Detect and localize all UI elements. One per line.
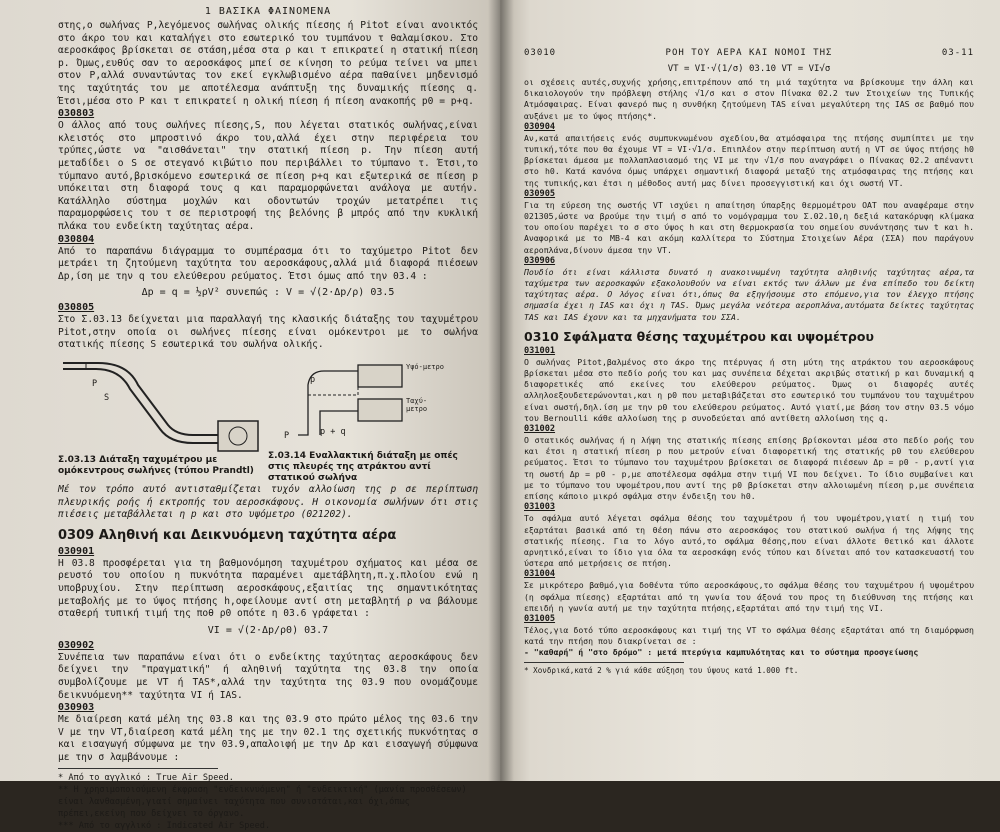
paragraph: Πουδίο ότι είναι κάλλιστα δυνατό η ανακοινωμένη ταχύτητα αληθινής ταχύτητας αέρα,τα ταχύμετρα των αεροσκαφών εξακολουθούν να είναι εκτός των άλλων με ένα επίπεδο του δείκτη ταχύτητας αέρα. Ο λόγος είναι ότι,όπως θα εξηγήσουμε στο επόμενο,για τον έλεγχο πτήσης σημασία έχει η IAS και όχι η TAS. Όμως μεγάλα νεότερα αεροπλάνα,αυτόματα δείκτες ταχύτητας TAS και IAS έχουν και τα μηχανήματα του ΣΣΑ. [524, 266, 974, 322]
paragraph: Αν,κατά απαιτήσεις ενός συμπυκνωμένου σχεδίου,θα ατμόσφαιρα της πτήσης συμπίπτει με την τυπική,τότε που θα έχουμε VT = VI·√1/σ. Επιπλέον στην περίπτωση αυτή η VT σε ύψος πτήσης h0 βρίσκεται άμεσα με πολλαπλασιασμό της VI με την √1/σ που αναγράφει ο Πίνακας 02.2 απέναντι στο h0. Κατά κανόνα όμως υπάρχει σημαντική διαφορά μεταξύ της ατμόσφαιρας της πτήσης και της τυπικής,και έτσι η μέθοδος αυτή μας δίνει προσεγγιστική και όχι σωστή VT. [524, 132, 974, 188]
list-item: - "καθαρή" ή "στο δρόμο" : μετά πτερύγια καμπυλότητας και το σύστημα προσγείωσης [524, 647, 919, 658]
footnote-rule [524, 662, 684, 663]
right-page-content [524, 48, 974, 676]
paragraph-code: 030805 [58, 302, 95, 314]
section-heading: 0310 Σφάλματα θέσης ταχυμέτρου και υψομέτρου [524, 328, 874, 344]
paragraph-code: 031002 [524, 424, 556, 435]
label-airspeed-indicator: Ταχύ-μετρο [406, 397, 428, 414]
label-p-plus-q: p + q [320, 427, 346, 438]
right-page [500, 0, 1000, 781]
paragraph: Για τη εύρεση της σωστής VT ισχύει η απαίτηση ύπαρξης θερμομέτρου OAT που αναφέραμε στην 021305,ώστε να βρούμε την τιμή σ από το νομόγραμμα του Σ.02.10,η δεξιά κατακόρυφη κλίμακα του οποίου παρέχει το σ στο ύψος h και στη θερμοκρασία του σημείου συνάντησης των t και h. Αναφορικά με το MB-4 και ακόμη καλλίτερα το Σύστημα Στοιχείων Αέρα (ΣΣΑ) που παράγουν αεροπλάνα,δίνουν άμεσα την VT. [524, 199, 974, 255]
paragraph: Στο Σ.03.13 δείχνεται μια παραλλαγή της κλασικής διάταξης του ταχυμέτρου Pitot,στην οποία οι σωλήνες πίεσης είναι ομόκεντροι με το σωλήνα στατικής πίεσης S εσωτερικά του σωλήνα ολικής. [58, 314, 478, 351]
left-page [0, 0, 500, 831]
paragraph-code: 030901 [58, 545, 95, 557]
equation: VT = VI·√(1/σ) 03.10 VT = VI√σ [667, 64, 831, 74]
label-p-upper: P [284, 431, 290, 442]
paragraph: Ο στατικός σωλήνας ή η λήψη της στατικής πίεσης επίσης βρίσκονται μέσα στο πεδίο ροής του και έτσι η στατική πίεση p που μετρούν είναι διαφορετική της στατικής p0 του ελεύθερου ρεύματος. Έτσι το τύμπανο του ταχυμέτρου βρίσκεται σε διαφορά πιέσεων Δp = p0 - p,αντί για τη σωστή Δp = p0 - p,με αποτέλεσμα σφάλμα στην τιμή VI που δείχνει. Το ίδιο συμβαίνει και με το τύμπανο του υψομέτρου,που αντί της p0 βρίσκεται στην αλλοιωμένη πίεση p,με συνέπεια επίσης κάποιο μικρό σφάλμα στην ένδειξη του h0. [524, 435, 974, 502]
paragraph: Ο άλλος από τους σωλήνες πίεσης,S, που λέγεται στατικός σωλήνας,είναι κλειστός στο μπροστινό άκρο του,αλλά έχει στην περιφέρεια του τρύπες,ώστε να "αισθάνεται" την στατική πίεση p. Την πίεση αυτή μεταδίδει ο S σε στεγανό κιβώτιο που περιβάλλει το τύμπανο τ. Έτσι,το τύμπανο αυτό,βρισκόμενο εσωτερικά σε πίεση p+q και εξωτερικά σε πίεση p υπόκειται στη διαφορά τους q και παραμορφώνεται ανάλογα με αυτήν. Κατάλληλο σύστημα μοχλών και οδοντωτών τροχών μετατρέπει τις παραμορφώσεις του τ σε περιστροφή της βελόνης β μπρός από την κυκλική πλάκα του ενδείκτη ταχύτητας αέρα. [58, 120, 478, 232]
figure-caption: Σ.03.14 Εναλλακτική διάταξη με οπές στις πλευρές της ατράκτου αντί στατικού σωλήνα [268, 451, 458, 484]
label-altimeter: Υψό-μετρο [406, 363, 444, 372]
paragraph: στης,ο σωλήνας P,λεγόμενος σωλήνας ολικής πίεσης ή Pitot είναι ανοικτός στο άκρο του και καταλήγει στο εσωτερικό του τυμπάνου τ θαλαμίσκου. Στο αεροσκάφος βρίσκεται σε στάση,μέσα στα ρ και τ επικρατεί η στατική πίεση p. Όμως,ευθύς σαν το αεροσκάφος μπεί σε κίνηση το ρεύμα τείνει να μπει στον P,αλλά συναντώντας τον εκεί εγκλωβισμένο αέρα παθαίνει μηδενισμό της ταχύτητάς του με αποτέλεσμα ανάπτυξη της δυναμικής πίεσης q. Έτσι,μέσα στο P και τ επικρατεί η ολική πίεση ή πίεση ανακοπής p0 = p+q. [58, 20, 478, 107]
running-header-left: 1 ΒΑΣΙΚΑ ΦΑΙΝΟΜΕΝΑ [204, 6, 332, 17]
paragraph: Τέλος,για δοτό τύπο αεροσκάφους και τιμή της VT το σφάλμα θέσης εξαρτάται από τη διαμόρφωση κατά την πτήση που διακρίνεται σε : [524, 624, 974, 647]
paragraph-code: 031005 [524, 613, 556, 624]
paragraph-code: 030906 [524, 255, 556, 266]
label-p-lower: p [310, 375, 316, 386]
footnote: ** Η χρησιμοποιούμενη έκφραση "ενδεικνυόμενη" ή "ενδεικτική" (μανία προσθέσεων) είναι λανθασμένη,γιατί σημαίνει ταχύτητα που συνιστάται,και όχι,όπως πρέπει,εκείνη που δείχνει το όργανο. [58, 784, 467, 819]
pitot-diagram [58, 355, 478, 484]
paragraph-code: 031004 [524, 569, 556, 580]
paragraph: Με διαίρεση κατά μέλη της 03.8 και της 03.9 στο πρώτο μέλος της 03.6 την V με την VT,διαίρεση κατά μέλη της με την 02.1 της σχετικής πυκνότητας σ και εισαγωγή σύμφωνα με την 03.9,απαλοιφή με την Δp και εισαγωγή σύμφωνα με την σ λαμβάνουμε : [58, 714, 478, 763]
footnote-rule [58, 768, 218, 769]
section-heading: 0309 Αληθινή και Δεικνυόμενη ταχύτητα αέρα [58, 527, 397, 543]
footnote: * Χονδρικά,κατά 2 % γιά κάθε αύξηση του ύψους κατά 1.000 ft. [524, 665, 799, 675]
header-title: ΡΟΗ ΤΟΥ ΑΕΡΑ ΚΑΙ ΝΟΜΟΙ ΤΗΣ [665, 48, 833, 58]
paragraph-code: 030902 [58, 639, 95, 651]
left-page-content [58, 6, 478, 832]
paragraph: Το σφάλμα αυτό λέγεται σφάλμα θέσης του ταχυμέτρου ή του υψομέτρου,γιατί η τιμή του εξαρτάται βασικά από τη θέση πάνω στο αεροσκάφος του στατικού σωλήνα ή της λήψης της στατικής πίεσης. Για το λόγο αυτό,το σφάλμα θέσης,που είναι άλλοτε θετικό και άλλοτε αρνητικό,είναι το ίδιο για όλα τα αεροσκάφη ενός τύπου και δίνεται από τον κατασκευαστή του ύστερα από μετρήσεις σε πτήση. [524, 513, 974, 569]
equation: VI = √(2·Δp/ρ0) 03.7 [207, 624, 329, 636]
footnote: *** Από το αγγλικό : Indicated Air Speed. [58, 820, 271, 831]
paragraph-code: 030905 [524, 188, 556, 199]
paragraph-code: 030804 [58, 233, 95, 245]
label-p: P [92, 379, 98, 390]
paragraph: οι σχέσεις αυτές,συχνής χρήσης,επιτρέπουν από τη μιά ταχύτητα να βρίσκουμε την άλλη και δικαιολογούν την πρόβλεψη στήλης √1/σ και σ στον Πίνακα 02.2 των Στοιχείων της Τυπικής Ατμόσφαιρας. Είναι φανερό πως η συνθήκη ζητούμενη TAS είναι μεγαλύτερη της IAS σε βαθμό που αυξάνει με το ύψος πτήσης*. [524, 77, 974, 121]
header-code: 03010 [524, 48, 557, 58]
paragraph: Μέ τον τρόπο αυτό αντισταθμίζεται τυχόν αλλοίωση της p σε περίπτωση πλευρικής ροής ή εκτροπής του αεροσκάφους. Η οικονομία σωλήνων ότι στις πιέσεις μεταβάλλεται η p και στο υψόμετρο (021202). [58, 484, 478, 521]
paragraph-code: 031001 [524, 345, 556, 356]
paragraph-code: 030803 [58, 108, 95, 120]
paragraph-code: 031003 [524, 502, 556, 513]
footnote: * Από το αγγλικό : True Air Speed. [58, 772, 234, 783]
page-number: 03-11 [941, 48, 974, 58]
paragraph-code: 030903 [58, 702, 95, 714]
label-s: S [104, 393, 110, 404]
figure-caption: Σ.03.13 Διάταξη ταχυμέτρου με ομόκεντρους σωλήνες (τύπου Prandtl) [58, 455, 254, 477]
running-header-right [524, 48, 974, 58]
paragraph: Σε μικρότερο βαθμό,για δοθέντα τύπο αεροσκάφους,το σφάλμα θέσης του ταχυμέτρου ή υψομέτρου (η σφάλμα πίεσης) εξαρτάται από τη γωνία του άξονά του προς τη διεύθυνση της πτήσης και επειδή η γωνία αυτή με την ταχύτητα πτήσης,εξαρτάται από την τιμή της VI. [524, 580, 974, 613]
book-gutter-shadow [488, 0, 514, 781]
paragraph: Η 03.8 προσφέρεται για τη βαθμονόμηση ταχυμέτρου σχήματος και μέσα σε ρευστό του οποίου η πυκνότητα παραμένει αμετάβλητη,π.χ.πλοίου ενώ η υποβρυχίου. Στην περίπτωση αεροσκάφους,εξαιτίας της σημαντικότητας μεταβολής με το ύψος πτήσης h,οφείλουμε αντί στη μεταβλητή ρ να βάλουμε σταθερή τυπική τιμή της ποθ ρ0 οπότε η 03.6 γράφεται : [58, 557, 478, 620]
equation: Δp = q = ½ρV² συνεπώς : V = √(2·Δp/ρ) 03.5 [141, 287, 395, 299]
paragraph: Ο σωλήνας Pitot,βαλμένος στο άκρο της πτέρυγας ή στη μύτη της ατράκτου του αεροσκάφους βρίσκεται μέσα στο πεδίο ροής του και μας συνέπεια δέχεται ακριβώς στατική p και δυναμική q διαφορετικές από εκείνες του ελεύθερου ρεύματος. Όμως οι διαφορές αυτές αλληλοεξουδετερώνονται,και η p0 που μεταβιβάζεται στο εσωτερικό του τυμπάνου του ταχυμέτρου είναι σωστή,δηλ.ίση με την p0 του ελεύθερου ρεύματος. Αυτό γιατί,με βάση τον στην 03.5 νόμο του Bernoulli κάθε αλλοίωση της p συνοδεύεται από αντίθετη αλλοίωση της q. [524, 356, 974, 423]
paragraph: Συνέπεια των παραπάνω είναι ότι ο ενδείκτης ταχύτητας αεροσκάφους δεν δείχνει την "πραγματική" ή αληθινή ταχύτητα της 03.8 την οποία συμβολίζουμε με VT ή TAS*,αλλά την ταχύτητα της 03.9 που ονομάζουμε δεικνυόμενη** ταχύτητα VI ή IAS. [58, 651, 478, 701]
paragraph-code: 030904 [524, 121, 556, 132]
paragraph: Από το παραπάνω διάγραμμα το συμπέρασμα ότι το ταχύμετρο Pitot δεν μετράει τη ζητούμενη ταχύτητα του αεροσκάφους,αλλά μιά διαφορά πιέσεων Δp,ίση με την q του ελεύθερου ρεύματος. Έτσι όμως από την 03.4 : [58, 245, 478, 282]
